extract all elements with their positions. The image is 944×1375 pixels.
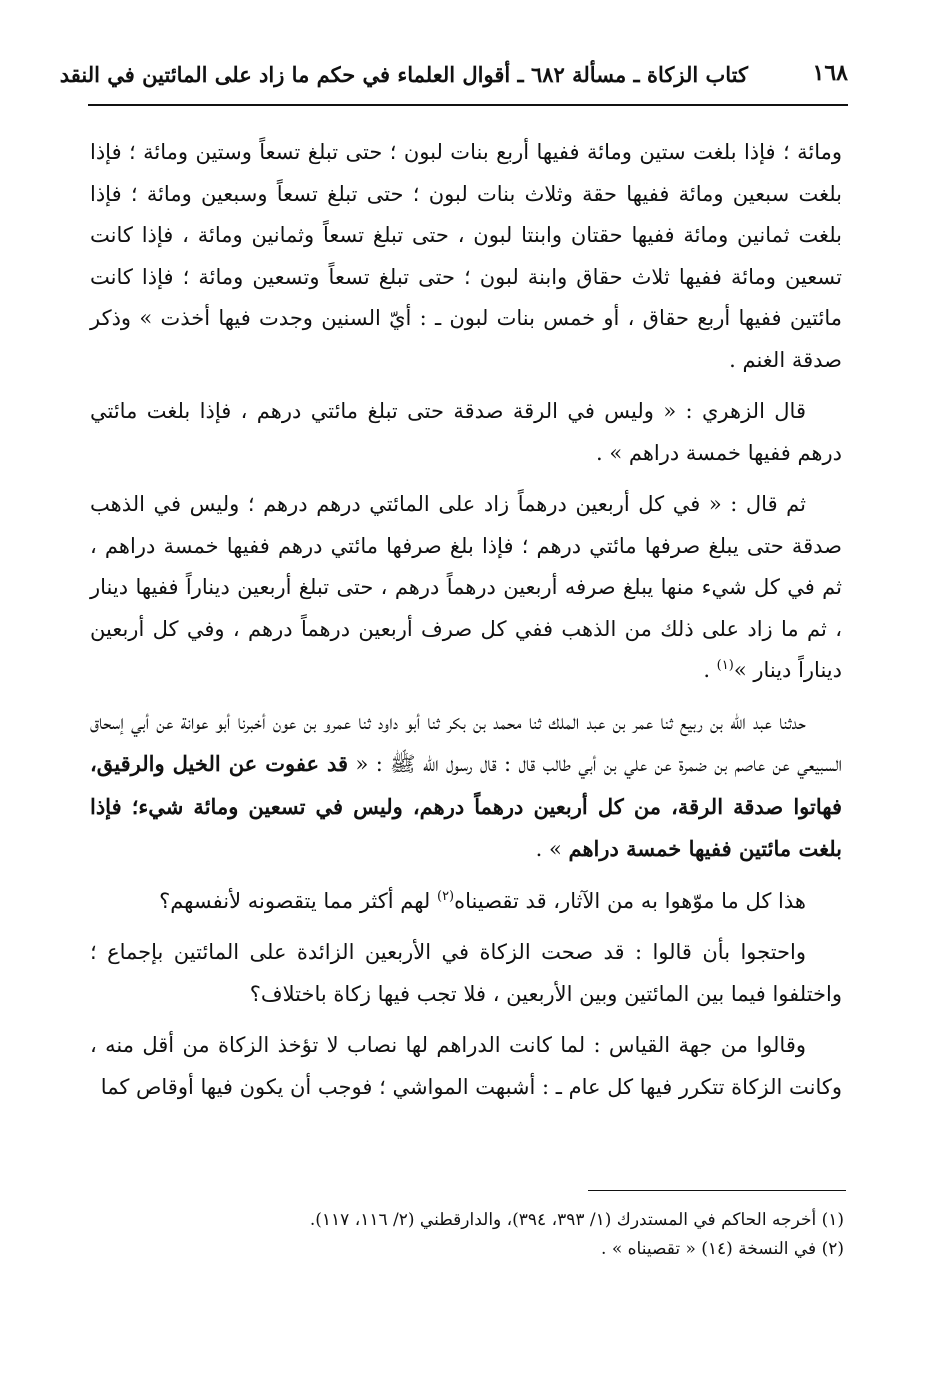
paragraph-text: وقالوا من جهة القياس : لما كانت الدراهم لها نصاب لا تؤخذ الزكاة من أقل منه ، وكانت الزكاة تتكرر فيها كل عام ـ : أشبهت المواشي ؛ فوجب أن يكون فيها أوقاص كما xyxy=(90,1033,842,1099)
paragraph xyxy=(90,484,842,692)
paragraph-text: . xyxy=(703,658,717,682)
footnote-reference: (١) xyxy=(716,658,734,673)
paragraph-text: ثم قال : « في كل أربعين درهماً زاد على المائتي درهم درهم ؛ وليس في الذهب صدقة حتى يبلغ صرفها مائتي درهم ؛ فإذا بلغ صرفها مائتي درهم ففيها خمسة دراهم ، ثم في كل شيء منها يبلغ صرفه أربعين درهماً درهم ، حتى تبلغ أربعين ديناراً ففيها دينار ، ثم ما زاد على ذلك من الذهب ففي كل صرف أربعين درهماً درهم ، وفي كل أربعين ديناراً دينار » xyxy=(90,492,842,682)
paragraph xyxy=(90,932,842,1015)
paragraph xyxy=(90,1025,842,1108)
footnote-2: (٢) في النسخة (١٤) « تقصيناه » . xyxy=(601,1239,844,1259)
footnote-rule xyxy=(588,1190,846,1191)
running-header xyxy=(59,58,848,98)
paragraph xyxy=(90,132,842,381)
header-rule xyxy=(88,104,848,106)
paragraph-text: قال الزهري : « وليس في الرقة صدقة حتى تبلغ مائتي درهم ، فإذا بلغت مائتي درهم ففيها خمسة دراهم » . xyxy=(90,399,842,465)
paragraph-text: هذا كل ما موّهوا به من الآثار، قد تقصيناه xyxy=(454,888,806,913)
paragraph xyxy=(90,881,842,923)
hadith-quote: قد عفوت عن الخيل والرقيق، فهاتوا صدقة الرقة، من كل أربعين درهماً درهم، وليس في تسعين ومائة شيء؛ فإذا بلغت مائتين ففيها خمسة دراهم xyxy=(90,751,842,861)
page-number: ١٦٨ xyxy=(812,60,848,86)
paragraph xyxy=(90,702,842,871)
header-title: كتاب الزكاة ـ مسألة ٦٨٢ ـ أقوال العلماء في حكم ما زاد على المائتين في النقد xyxy=(59,62,748,87)
footnote-reference: (٢) xyxy=(436,888,455,904)
paragraph-text: لهم أكثر مما يتقصونه لأنفسهم؟ xyxy=(159,888,437,913)
footnote-1: (١) أخرجه الحاكم في المستدرك (١/ ٣٩٣، ٣٩٤)، والدارقطني (٢/ ١١٦، ١١٧). xyxy=(309,1210,844,1230)
paragraph xyxy=(90,391,842,474)
paragraph-text: ومائة ؛ فإذا بلغت ستين ومائة ففيها أربع بنات لبون ؛ حتى تبلغ تسعاً وستين ومائة ؛ فإذا بلغت سبعين ومائة ففيها حقة وثلاث بنات لبون ؛ حتى تبلغ تسعاً وسبعين ومائة ؛ فإذا بلغت ثمانين ومائة ففيها حقتان وابنتا لبون ، حتى تبلغ تسعاً وثمانين ومائة ، فإذا كانت تسعين ومائة ففيها ثلاث حقاق وابنة لبون ؛ حتى تبلغ تسعاً وتسعين ومائة ؛ فإذا كانت مائتين ففيها أربع حقاق ، أو خمس بنات لبون ـ : أيّ السنين وجدت فيها أخذت » وذكر صدقة الغنم . xyxy=(90,140,842,372)
paragraph-text: واحتجوا بأن قالوا : قد صحت الزكاة في الأربعين الزائدة على المائتين بإجماع ؛ واختلفوا فيما بين المائتين وبين الأربعين ، فلا تجب فيها زكاة باختلاف؟ xyxy=(90,940,842,1006)
main-text xyxy=(90,132,842,1118)
footnotes xyxy=(120,1206,844,1264)
paragraph-text: حدثنا عبد الله بن ربيع ثنا عمر بن عبد الملك ثنا محمد بن بكر ثنا أبو داود ثنا عمرو بن عون أخبرنا أبو عوانة عن أبي إسحاق السبيعي عن عاصم بن ضمرة عن علي بن أبي طالب قال : قال رسول الله ﷺ : « xyxy=(90,709,842,776)
paragraph-text: » . xyxy=(535,837,569,861)
